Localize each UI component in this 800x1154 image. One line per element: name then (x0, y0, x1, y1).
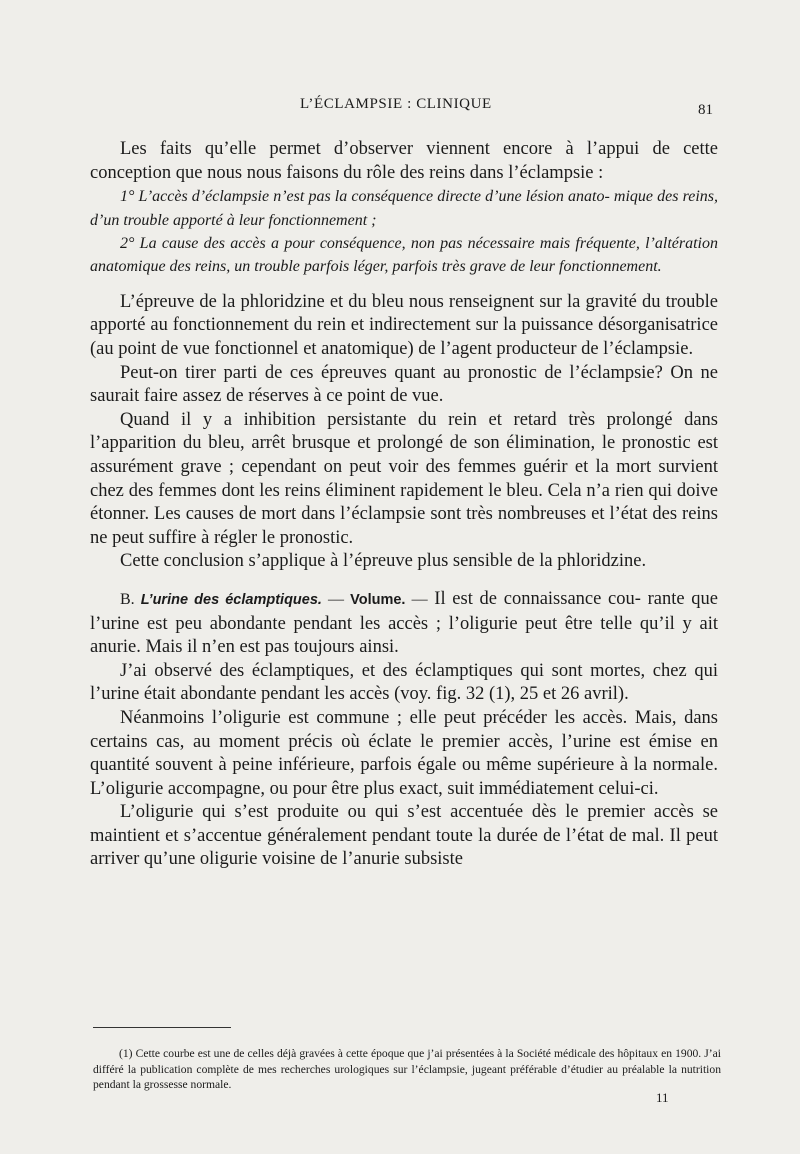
section-dash: — (328, 590, 345, 608)
paragraph: L’épreuve de la phloridzine et du bleu nous renseignent sur la gravité du trouble apporté au fonctionnement du rein et indirectement sur la puissance désorganisatrice (au point de vue fonctionnel et anatomique) de l’agent producteur de l’éclampsie. (90, 291, 718, 359)
running-head (0, 96, 800, 118)
running-title: L’ÉCLAMPSIE : CLINIQUE (300, 96, 492, 112)
section-subtitle: Volume. (350, 591, 406, 608)
section-heading (120, 591, 428, 608)
page-number: 81 (698, 102, 713, 118)
paragraph: Quand il y a inhibition persistante du rein et retard très prolongé dans l’apparition du bleu, arrêt brusque et prolongé de son élimination, le pronostic est assurément grave ; cependant on peut voir des femmes guérir et la mort survient chez des femmes dont les reins éliminent rapidement le bleu. Cela n’a rien qui doive étonner. Les causes de mort dans l’éclampsie sont très nombreuses et l’état des reins ne peut suffire à régler le pronostic. (90, 409, 718, 548)
numbered-point-1: 1° L’accès d’éclampsie n’est pas la conséquence directe d’une lésion anato- mique des reins, d’un trouble apporté à leur fonctionnement ; (90, 188, 718, 229)
paragraph: Cette conclusion s’applique à l’épreuve plus sensible de la phloridzine. (120, 551, 647, 572)
paragraph: L’oligurie qui s’est produite ou qui s’est accentuée dès le premier accès se maintient et s’accentue généralement pendant toute la durée de l’état de mal. Il peut arriver qu’une oligurie voisine de l’anurie subsiste (90, 802, 718, 870)
paragraph: Les faits qu’elle permet d’observer viennent encore à l’appui de cette conception que nous nous faisons du rôle des reins dans l’éclampsie : (90, 139, 718, 183)
signature-mark: 11 (656, 1090, 669, 1105)
numbered-point-2: 2° La cause des accès a pour conséquence, non pas nécessaire mais fréquente, l’altération anatomique des reins, un trouble parfois léger, parfois très grave de leur fonctionnement. (90, 235, 718, 276)
section-paragraph (90, 588, 718, 660)
body-text (90, 138, 718, 872)
footnote: (1) Cette courbe est une de celles déjà gravées à cette époque que j’ai présentées à la Société médicale des hôpitaux en 1900. J’ai différé la publication complète de mes recherches urologiques sur l’éclampsie, jugeant préférable d’étudier au préalable la nutrition pendant la grossesse normale. (93, 1047, 721, 1092)
paragraph: Peut-on tirer parti de ces épreuves quant au pronostic de l’éclampsie? On ne saurait faire assez de réserves à ce point de vue. (90, 362, 718, 407)
section-dash: — (411, 590, 428, 608)
section-text: Il est de connaissance cou- rante que l’urine est peu abondante pendant les accès ; l’oligurie peut être telle qu’il y ait anurie. Mais il n’en est pas toujours ainsi. (90, 588, 719, 658)
section-title: L’urine des éclamptiques. (140, 591, 322, 608)
footnote-rule (93, 1027, 231, 1028)
section-letter: B. (120, 590, 135, 608)
paragraph: Néanmoins l’oligurie est commune ; elle peut précéder les accès. Mais, dans certains cas, au moment précis où éclate le premier accès, l’urine est émise en quantité souvent à peine inférieure, parfois égale ou même supérieure à la normale. L’oligurie accompagne, ou pour être plus exact, suit immédiatement celui-ci. (90, 707, 718, 799)
paragraph: J’ai observé des éclamptiques, et des éclamptiques qui sont mortes, chez qui l’urine était abondante pendant les accès (voy. fig. 32 (1), 25 et 26 avril). (90, 660, 718, 705)
